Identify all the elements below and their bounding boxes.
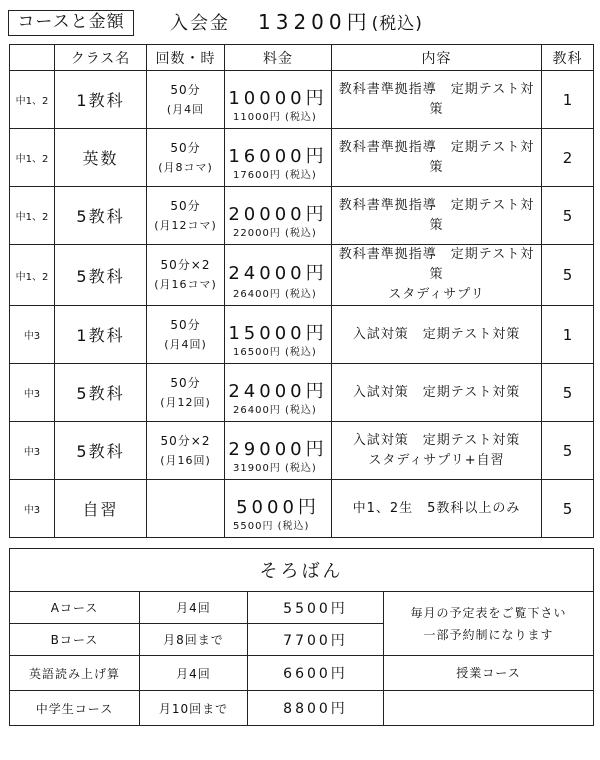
row-content xyxy=(332,245,542,306)
row-time-sub: (月8コマ) xyxy=(158,160,213,174)
row-grade: 中1、2 xyxy=(10,187,55,245)
row-content xyxy=(332,480,542,538)
row-price-main: 10000円 xyxy=(228,87,328,109)
soroban-row xyxy=(10,691,594,726)
row-price-tax: 5500円 (税込) xyxy=(233,521,310,532)
soroban-course-freq: 月8回まで xyxy=(140,624,248,656)
row-price-tax: 26400円 (税込) xyxy=(233,289,317,300)
entry-fee-tax: (税込) xyxy=(371,14,423,34)
soroban-course-price: 7700円 xyxy=(248,624,384,656)
row-grade: 中1、2 xyxy=(10,129,55,187)
table-row xyxy=(10,187,594,245)
row-time-main: 50分 xyxy=(170,198,201,213)
row-time xyxy=(147,364,225,422)
row-time xyxy=(147,306,225,364)
row-grade: 中3 xyxy=(10,480,55,538)
row-price xyxy=(225,480,332,538)
table-row xyxy=(10,129,594,187)
table-row xyxy=(10,306,594,364)
soroban-row xyxy=(10,656,594,691)
row-time-main: 50分×2 xyxy=(160,258,211,272)
row-time-sub: (月4回 xyxy=(166,102,205,116)
row-time-sub: (月4回) xyxy=(164,337,207,351)
row-content xyxy=(332,187,542,245)
row-price-main: 20000円 xyxy=(228,203,328,225)
soroban-row xyxy=(10,592,594,624)
soroban-schedule-note xyxy=(384,592,594,656)
row-subjects: 5 xyxy=(542,480,594,538)
row-price-main: 5000円 xyxy=(236,496,320,518)
row-price xyxy=(225,129,332,187)
row-content-line1: 教科書準拠指導 定期テスト対策 xyxy=(338,139,535,175)
row-time xyxy=(147,422,225,480)
row-price xyxy=(225,306,332,364)
soroban-course-name: Aコース xyxy=(10,592,140,624)
row-class: 1教科 xyxy=(55,306,147,364)
row-price-tax: 17600円 (税込) xyxy=(233,170,317,181)
row-content xyxy=(332,129,542,187)
header-subjects: 教科 xyxy=(542,45,594,71)
row-price xyxy=(225,187,332,245)
row-price-main: 24000円 xyxy=(228,263,328,284)
soroban-course-freq: 月4回 xyxy=(140,656,248,691)
header-content: 内容 xyxy=(332,45,542,71)
row-time-main: 50分 xyxy=(170,375,201,390)
row-price-tax: 16500円 (税込) xyxy=(233,347,317,358)
row-content-line1: 教科書準拠指導 定期テスト対策 xyxy=(338,81,535,117)
row-time xyxy=(147,245,225,306)
row-time-main: 50分 xyxy=(170,317,201,332)
row-grade: 中3 xyxy=(10,364,55,422)
soroban-course-price: 6600円 xyxy=(248,656,384,691)
row-price-tax: 26400円 (税込) xyxy=(233,405,317,416)
page-title: コースと金額 xyxy=(8,10,134,36)
soroban-note-line2: 一部予約制になります xyxy=(423,627,554,642)
row-class: 1教科 xyxy=(55,71,147,129)
row-class: 自習 xyxy=(55,480,147,538)
header-price: 料金 xyxy=(225,45,332,71)
row-price xyxy=(225,422,332,480)
soroban-course-name: 英語読み上げ算 xyxy=(10,656,140,691)
table-row xyxy=(10,364,594,422)
row-content-line2: スタディサプリ xyxy=(388,287,485,302)
row-subjects: 1 xyxy=(542,71,594,129)
row-class: 5教科 xyxy=(55,187,147,245)
row-content-line1: 入試対策 定期テスト対策 xyxy=(352,326,521,342)
row-content-line2: スタディサプリ+自習 xyxy=(368,452,505,468)
row-class: 5教科 xyxy=(55,245,147,306)
row-time xyxy=(147,187,225,245)
entry-fee xyxy=(170,8,423,38)
header-grade xyxy=(10,45,55,71)
row-content xyxy=(332,422,542,480)
row-price-tax: 31900円 (税込) xyxy=(233,463,317,474)
soroban-course-name: Bコース xyxy=(10,624,140,656)
row-content-line1: 教科書準拠指導 定期テスト対策 xyxy=(338,197,535,233)
row-price-tax: 11000円 (税込) xyxy=(233,112,317,123)
row-price xyxy=(225,71,332,129)
soroban-table xyxy=(9,548,594,726)
row-content-line1: 入試対策 定期テスト対策 xyxy=(352,384,521,400)
row-time xyxy=(147,129,225,187)
row-subjects: 5 xyxy=(542,245,594,306)
page-header xyxy=(0,0,600,40)
row-price-main: 15000円 xyxy=(228,322,328,344)
row-subjects: 1 xyxy=(542,306,594,364)
row-content xyxy=(332,306,542,364)
row-time-sub: (月12コマ) xyxy=(154,218,217,232)
row-subjects: 5 xyxy=(542,364,594,422)
table-row xyxy=(10,480,594,538)
row-content-line1: 教科書準拠指導 定期テスト対策 xyxy=(338,247,535,282)
table-row xyxy=(10,422,594,480)
row-time-sub: (月16コマ) xyxy=(154,278,217,291)
row-content xyxy=(332,71,542,129)
soroban-empty-cell xyxy=(384,691,594,726)
row-grade: 中1、2 xyxy=(10,245,55,306)
soroban-note-line1: 毎月の予定表をご覧下さい xyxy=(410,605,567,620)
row-grade: 中3 xyxy=(10,422,55,480)
header-class: クラス名 xyxy=(55,45,147,71)
table-row xyxy=(10,245,594,306)
soroban-title: そろばん xyxy=(10,549,594,592)
row-time-main: 50分 xyxy=(170,140,201,155)
entry-fee-label: 入会金 xyxy=(170,13,230,34)
row-time-sub: (月16回) xyxy=(160,453,211,467)
entry-fee-amount: 13200円 xyxy=(258,10,372,34)
soroban-course-name: 中学生コース xyxy=(10,691,140,726)
table-row xyxy=(10,71,594,129)
row-time-main: 50分×2 xyxy=(160,433,211,448)
row-content-line1: 入試対策 定期テスト対策 xyxy=(352,432,521,448)
row-price-main: 29000円 xyxy=(228,438,328,460)
soroban-lesson-course-note: 授業コース xyxy=(384,656,594,691)
row-price xyxy=(225,364,332,422)
row-class: 5教科 xyxy=(55,422,147,480)
row-time xyxy=(147,480,225,538)
row-time xyxy=(147,71,225,129)
row-content-line1: 中1、2生 5教科以上のみ xyxy=(352,500,521,516)
row-class: 5教科 xyxy=(55,364,147,422)
row-price-main: 24000円 xyxy=(228,380,328,402)
row-grade: 中1、2 xyxy=(10,71,55,129)
row-subjects: 5 xyxy=(542,187,594,245)
row-class: 英数 xyxy=(55,129,147,187)
row-time-main: 50分 xyxy=(170,82,201,97)
row-subjects: 5 xyxy=(542,422,594,480)
row-price-main: 16000円 xyxy=(228,145,328,167)
soroban-course-freq: 月4回 xyxy=(140,592,248,624)
soroban-course-freq: 月10回まで xyxy=(140,691,248,726)
row-subjects: 2 xyxy=(542,129,594,187)
table-header-row xyxy=(10,45,594,71)
row-grade: 中3 xyxy=(10,306,55,364)
row-price xyxy=(225,245,332,306)
header-time: 回数・時 xyxy=(147,45,225,71)
soroban-course-price: 8800円 xyxy=(248,691,384,726)
row-time-sub: (月12回) xyxy=(160,395,211,409)
row-content xyxy=(332,364,542,422)
soroban-course-price: 5500円 xyxy=(248,592,384,624)
row-price-tax: 22000円 (税込) xyxy=(233,228,317,239)
course-price-table xyxy=(9,44,594,538)
